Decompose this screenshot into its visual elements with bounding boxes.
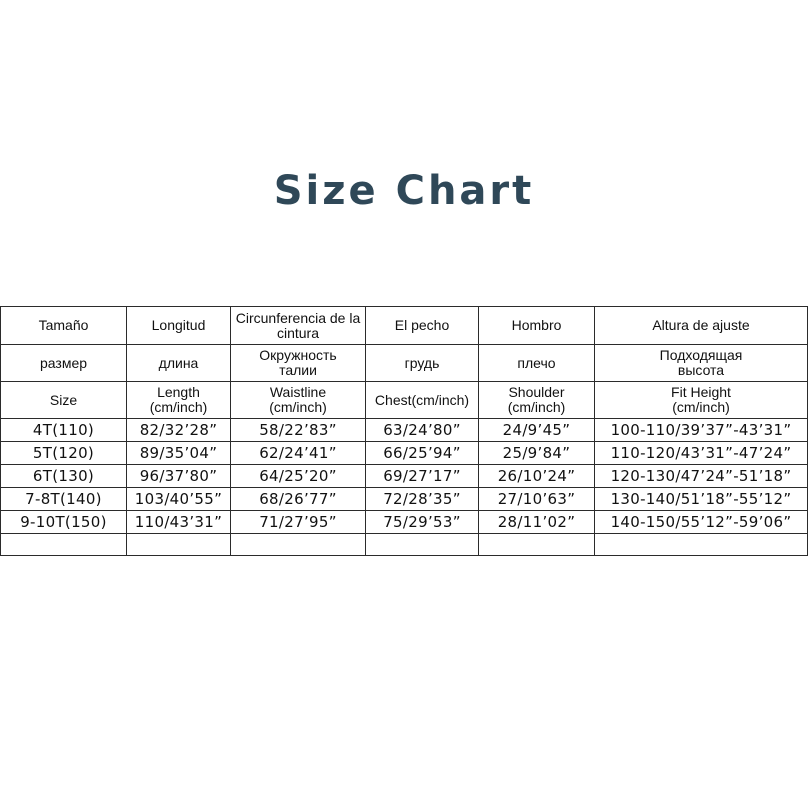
table-cell: 69/27’17” — [366, 465, 479, 488]
table-cell: 27/10’63” — [479, 488, 595, 511]
table-row — [1, 511, 808, 534]
table-cell: 130-140/51’18”-55’12” — [595, 488, 808, 511]
table-cell: 62/24’41” — [231, 442, 366, 465]
table-cell: 82/32’28” — [127, 419, 231, 442]
table-cell: 140-150/55’12”-59’06” — [595, 511, 808, 534]
table-cell: 68/26’77” — [231, 488, 366, 511]
empty-table-row — [1, 534, 808, 556]
empty-cell — [479, 534, 595, 556]
table-cell: 75/29’53” — [366, 511, 479, 534]
header-cell: Shoulder (cm/inch) — [479, 382, 595, 419]
table-cell: 120-130/47’24”-51’18” — [595, 465, 808, 488]
table-cell: 66/25’94” — [366, 442, 479, 465]
empty-cell — [595, 534, 808, 556]
empty-cell — [231, 534, 366, 556]
header-cell: размер — [1, 345, 127, 382]
table-cell: 64/25’20” — [231, 465, 366, 488]
header-cell: Chest(cm/inch) — [366, 382, 479, 419]
table-cell: 63/24’80” — [366, 419, 479, 442]
table-cell: 9-10T(150) — [1, 511, 127, 534]
header-cell: длина — [127, 345, 231, 382]
header-row-spanish — [1, 307, 808, 345]
table-row — [1, 442, 808, 465]
table-row — [1, 465, 808, 488]
table-cell: 89/35’04” — [127, 442, 231, 465]
size-chart-table — [0, 306, 808, 556]
empty-cell — [1, 534, 127, 556]
table-cell: 4T(110) — [1, 419, 127, 442]
header-cell: Waistline (cm/inch) — [231, 382, 366, 419]
table-cell: 110/43’31” — [127, 511, 231, 534]
table-cell: 71/27’95” — [231, 511, 366, 534]
table-cell: 28/11’02” — [479, 511, 595, 534]
table-cell: 26/10’24” — [479, 465, 595, 488]
header-row-russian — [1, 345, 808, 382]
table-cell: 96/37’80” — [127, 465, 231, 488]
table-cell: 100-110/39’37”-43’31” — [595, 419, 808, 442]
table-row — [1, 488, 808, 511]
table-cell: 6T(130) — [1, 465, 127, 488]
header-cell: Подходящая высота — [595, 345, 808, 382]
header-cell: Size — [1, 382, 127, 419]
header-cell: El pecho — [366, 307, 479, 345]
table-cell: 58/22’83” — [231, 419, 366, 442]
table-cell: 25/9’84” — [479, 442, 595, 465]
table-cell: 72/28’35” — [366, 488, 479, 511]
table-row — [1, 419, 808, 442]
table-cell: 7-8T(140) — [1, 488, 127, 511]
table-cell: 5T(120) — [1, 442, 127, 465]
table-cell: 103/40’55” — [127, 488, 231, 511]
header-cell: грудь — [366, 345, 479, 382]
table-cell: 24/9’45” — [479, 419, 595, 442]
header-cell: Fit Height (cm/inch) — [595, 382, 808, 419]
header-cell: плечо — [479, 345, 595, 382]
header-cell: Circunferencia de la cintura — [231, 307, 366, 345]
header-cell: Tamaño — [1, 307, 127, 345]
header-row-english — [1, 382, 808, 419]
table-cell: 110-120/43’31”-47’24” — [595, 442, 808, 465]
header-cell: Hombro — [479, 307, 595, 345]
header-cell: Окружность талии — [231, 345, 366, 382]
page-title: Size Chart — [273, 168, 535, 214]
header-cell: Longitud — [127, 307, 231, 345]
header-cell: Length (cm/inch) — [127, 382, 231, 419]
empty-cell — [127, 534, 231, 556]
empty-cell — [366, 534, 479, 556]
header-cell: Altura de ajuste — [595, 307, 808, 345]
